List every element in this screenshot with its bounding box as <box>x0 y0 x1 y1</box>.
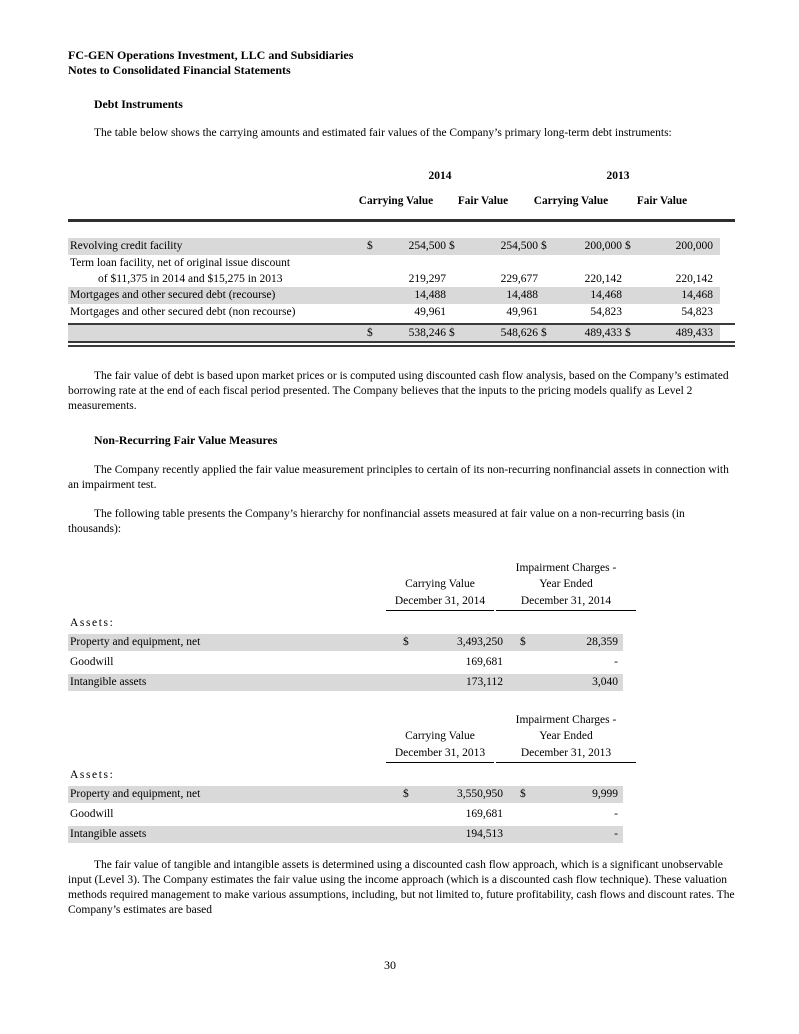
fv2014-header-row <box>68 557 735 611</box>
cell-value: 14,488 <box>414 288 446 301</box>
dollar-sign: $ <box>520 788 526 800</box>
fair-value-debt-paragraph: The fair value of debt is based upon market prices or is computed using discounted cash flow analysis, based on the Company’s estimated borrowing rate at the end of each fiscal period presented. The Company believes that the inputs to the pricing models qualify as Level 2 measurements. <box>68 370 729 412</box>
total-value: 489,433 <box>675 326 713 339</box>
table-row-goodwill-2013: Goodwill 169,681 - <box>68 806 623 823</box>
fv2013-impairment-header: Impairment Charges - Year Ended December 31, 2013 <box>496 712 636 764</box>
total-value: 548,626 <box>500 326 538 339</box>
dollar-sign: $ <box>520 636 526 648</box>
cell-value: 173,112 <box>466 676 503 688</box>
table-row-revolving-credit: Revolving credit facility $ 254,500 $ 254,500 $ 200,000 $ 200,000 <box>68 238 720 255</box>
cell-value: 54,823 <box>590 305 622 318</box>
page-number: 30 <box>384 958 396 972</box>
table-total-row <box>68 325 720 342</box>
table-row-intangible-2013: Intangible assets 194,513 - <box>68 826 623 843</box>
row-label-line1: Term loan facility, net of original issue discount <box>70 256 291 269</box>
company-name: FC-GEN Operations Investment, LLC and Subsidiaries <box>68 48 354 62</box>
cell-value: 219,297 <box>408 272 446 285</box>
table-bottom-double-rule <box>68 341 735 347</box>
debt-instruments-table <box>68 170 735 347</box>
year-header-2013: 2013 <box>606 170 630 182</box>
cell-value: 254,500 <box>408 239 446 252</box>
cell-value: 220,142 <box>584 272 622 285</box>
column-header-carrying-value-2013: Carrying Value <box>533 195 609 207</box>
cell-value: 3,493,250 <box>457 636 503 648</box>
cell-value: 14,468 <box>681 288 713 301</box>
table-row-goodwill-2014: Goodwill 169,681 - <box>68 654 623 671</box>
cell-value: 28,359 <box>586 636 618 648</box>
fair-value-table-2014 <box>68 557 735 691</box>
debt-table-body <box>68 238 735 348</box>
section-heading-non-recurring: Non-Recurring Fair Value Measures <box>94 433 278 447</box>
document-subtitle: Notes to Consolidated Financial Statements <box>68 63 291 77</box>
table-total-row-wrapper <box>68 323 735 342</box>
debt-table-column-header-row <box>68 195 720 207</box>
cell-value: 169,681 <box>465 656 503 668</box>
section-heading-debt-instruments: Debt Instruments <box>94 97 183 111</box>
document-header <box>68 48 735 78</box>
dollar-sign: $ <box>367 326 373 339</box>
cell-value: 3,040 <box>592 676 618 688</box>
dollar-sign: $ <box>367 239 373 252</box>
cell-value: - <box>614 656 618 668</box>
cell-value: 3,550,950 <box>457 788 503 800</box>
cell-value: 9,999 <box>592 788 618 800</box>
year-header-2014: 2014 <box>428 170 452 182</box>
fair-value-table-2013 <box>68 709 735 843</box>
dollar-sign: $ <box>403 788 409 800</box>
fv2014-carrying-value-header: Carrying Value December 31, 2014 <box>386 576 494 611</box>
cell-value: 169,681 <box>465 808 503 820</box>
cell-value: 194,513 <box>465 828 503 840</box>
cell-value: 49,961 <box>506 305 538 318</box>
table-row-property-equipment-2014: Property and equipment, net $ 3,493,250 $ 28,359 <box>68 634 623 651</box>
dollar-sign: $ <box>541 326 547 339</box>
dollar-sign: $ <box>541 239 547 252</box>
cell-value: 220,142 <box>675 272 713 285</box>
table-row-intangible-2014: Intangible assets 173,112 3,040 <box>68 674 623 691</box>
cell-value: 229,677 <box>500 272 538 285</box>
dollar-sign: $ <box>403 636 409 648</box>
table-row-mortgages-recourse: Mortgages and other secured debt (recourse) 14,488 14,488 14,468 14,468 <box>68 287 720 304</box>
table-row-property-equipment-2013: Property and equipment, net $ 3,550,950 $ 9,999 <box>68 786 623 803</box>
total-value: 489,433 <box>584 326 622 339</box>
cell-value: 254,500 <box>500 239 538 252</box>
cell-value: 49,961 <box>414 305 446 318</box>
table-header-rule <box>68 219 735 222</box>
column-header-fair-value-2014: Fair Value <box>457 195 509 207</box>
fv2014-impairment-header: Impairment Charges - Year Ended December 31, 2014 <box>496 560 636 612</box>
cell-value: 14,488 <box>506 288 538 301</box>
dollar-sign: $ <box>625 326 631 339</box>
column-header-carrying-value-2014: Carrying Value <box>358 195 434 207</box>
dollar-sign: $ <box>449 326 455 339</box>
row-label-line2: of $11,375 in 2014 and $15,275 in 2013 <box>98 272 283 285</box>
non-recurring-paragraph-1: The Company recently applied the fair value measurement principles to certain of its non-recurring nonfinancial assets in connection with an impairment test. <box>68 464 729 491</box>
fv2013-carrying-value-header: Carrying Value December 31, 2013 <box>386 728 494 763</box>
closing-paragraph: The fair value of tangible and intangible assets is determined using a discounted cash flow approach, which is a significant unobservable input (Level 3). The Company estimates the fair value using the income approach (which is a discounted cash flow technique). These valuation methods required management to make various assumptions, including, but not limited to, future profitability, cash flows and discount rates. The Company’s estimates are based <box>68 859 735 916</box>
table-row-mortgages-nonrecourse: Mortgages and other secured debt (non recourse) 49,961 49,961 54,823 54,823 <box>68 304 720 321</box>
cell-value: 200,000 <box>584 239 622 252</box>
fv2013-header-row <box>68 709 735 763</box>
debt-intro-paragraph: The table below shows the carrying amounts and estimated fair values of the Company’s primary long-term debt instruments: <box>94 127 672 139</box>
cell-value: 200,000 <box>675 239 713 252</box>
table-row-term-loan <box>68 255 720 287</box>
column-header-fair-value-2013: Fair Value <box>636 195 688 207</box>
cell-value: 14,468 <box>590 288 622 301</box>
total-value: 538,246 <box>408 326 446 339</box>
debt-table-year-header-row <box>68 170 720 182</box>
assets-label: Assets: <box>70 769 115 781</box>
cell-value: - <box>614 828 618 840</box>
dollar-sign: $ <box>625 239 631 252</box>
assets-label: Assets: <box>70 617 115 629</box>
non-recurring-paragraph-2: The following table presents the Company’s hierarchy for nonfinancial assets measured at fair value on a non-recurring basis (in thousands): <box>68 508 685 535</box>
dollar-sign: $ <box>449 239 455 252</box>
cell-value: 54,823 <box>681 305 713 318</box>
cell-value: - <box>614 808 618 820</box>
